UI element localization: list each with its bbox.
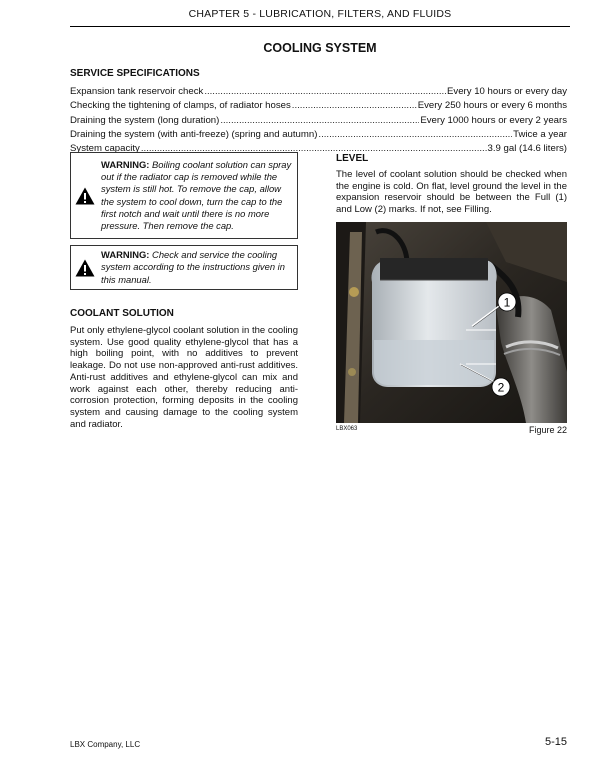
chapter-header: CHAPTER 5 - LUBRICATION, FILTERS, AND FLUIDS (70, 8, 570, 27)
warning-triangle-icon (71, 187, 99, 205)
dot-leader (292, 99, 417, 113)
level-heading: LEVEL (336, 153, 369, 164)
spec-row (70, 128, 567, 142)
warning-triangle-icon (71, 259, 99, 277)
spec-label: System capacity (70, 143, 140, 155)
warning-box-hot-coolant (70, 152, 298, 239)
coolant-solution-heading: COOLANT SOLUTION (70, 308, 174, 319)
service-specifications-heading: SERVICE SPECIFICATIONS (70, 68, 200, 79)
spec-value: Every 250 hours or every 6 months (417, 100, 567, 112)
figure-caption: Figure 22 (528, 425, 567, 435)
expansion-reservoir-photo (336, 222, 567, 423)
page-title: COOLING SYSTEM (263, 41, 377, 55)
dot-leader (220, 114, 419, 128)
warning-body: Boiling coolant solution can spray out if the radiator cap is removed while the system is still hot. To remove the cap, allow the system to cool down, turn the cap to the first notch and wait until there is no more pressure. Then remove the cap. (101, 158, 292, 231)
level-text: The level of coolant solution should be checked when the engine is cold. On flat, level ground the level in the expansion reservoir should be between the Full (1) and Low (2) marks. If not, see Filling. (336, 169, 567, 216)
callout-2-label: 2 (497, 380, 505, 395)
warning-label: WARNING: (101, 249, 150, 261)
spec-label: Draining the system (long duration) (70, 114, 220, 126)
warning-box-service (70, 245, 298, 290)
spec-value: 3.9 gal (14.6 liters) (487, 143, 567, 155)
spec-label: Draining the system (with anti-freeze) (spring and autumn) (70, 128, 318, 140)
warning-body: Check and service the cooling system according to the instructions given in this manual. (101, 249, 285, 285)
warning-text (99, 246, 297, 289)
footer-company: LBX Company, LLC (70, 740, 141, 749)
spec-value: Every 10 hours or every day (447, 86, 567, 97)
dot-leader (318, 128, 512, 142)
callout-1-label: 1 (503, 295, 511, 310)
spec-row (70, 85, 567, 99)
page-number: 5-15 (544, 736, 567, 748)
warning-label: WARNING: (101, 158, 150, 170)
spec-label: Expansion tank reservoir check (70, 86, 204, 97)
spec-row (70, 99, 567, 113)
spec-label: Checking the tightening of clamps, of radiator hoses (70, 100, 291, 112)
spec-row (70, 114, 567, 128)
spec-value: Every 1000 hours or every 2 years (420, 114, 567, 126)
service-specifications-list (70, 85, 567, 156)
warning-text (99, 156, 297, 235)
figure-code: LBX063 (336, 426, 358, 432)
spec-value: Twice a year (513, 128, 567, 140)
dot-leader (204, 85, 446, 99)
coolant-solution-text: Put only ethylene-glycol coolant solution in the cooling system. Use good quality ethylene-glycol that has a high boiling point, with no additives to prevent leakage. Do not use non-approved anti-rust additives. Anti-rust additives and ethylene-glycol can mix and work against each other, thereby reducing anti-corrosion protection, forming deposits in the cooling system and causing damage to the cooling system and radiator. (70, 325, 298, 430)
